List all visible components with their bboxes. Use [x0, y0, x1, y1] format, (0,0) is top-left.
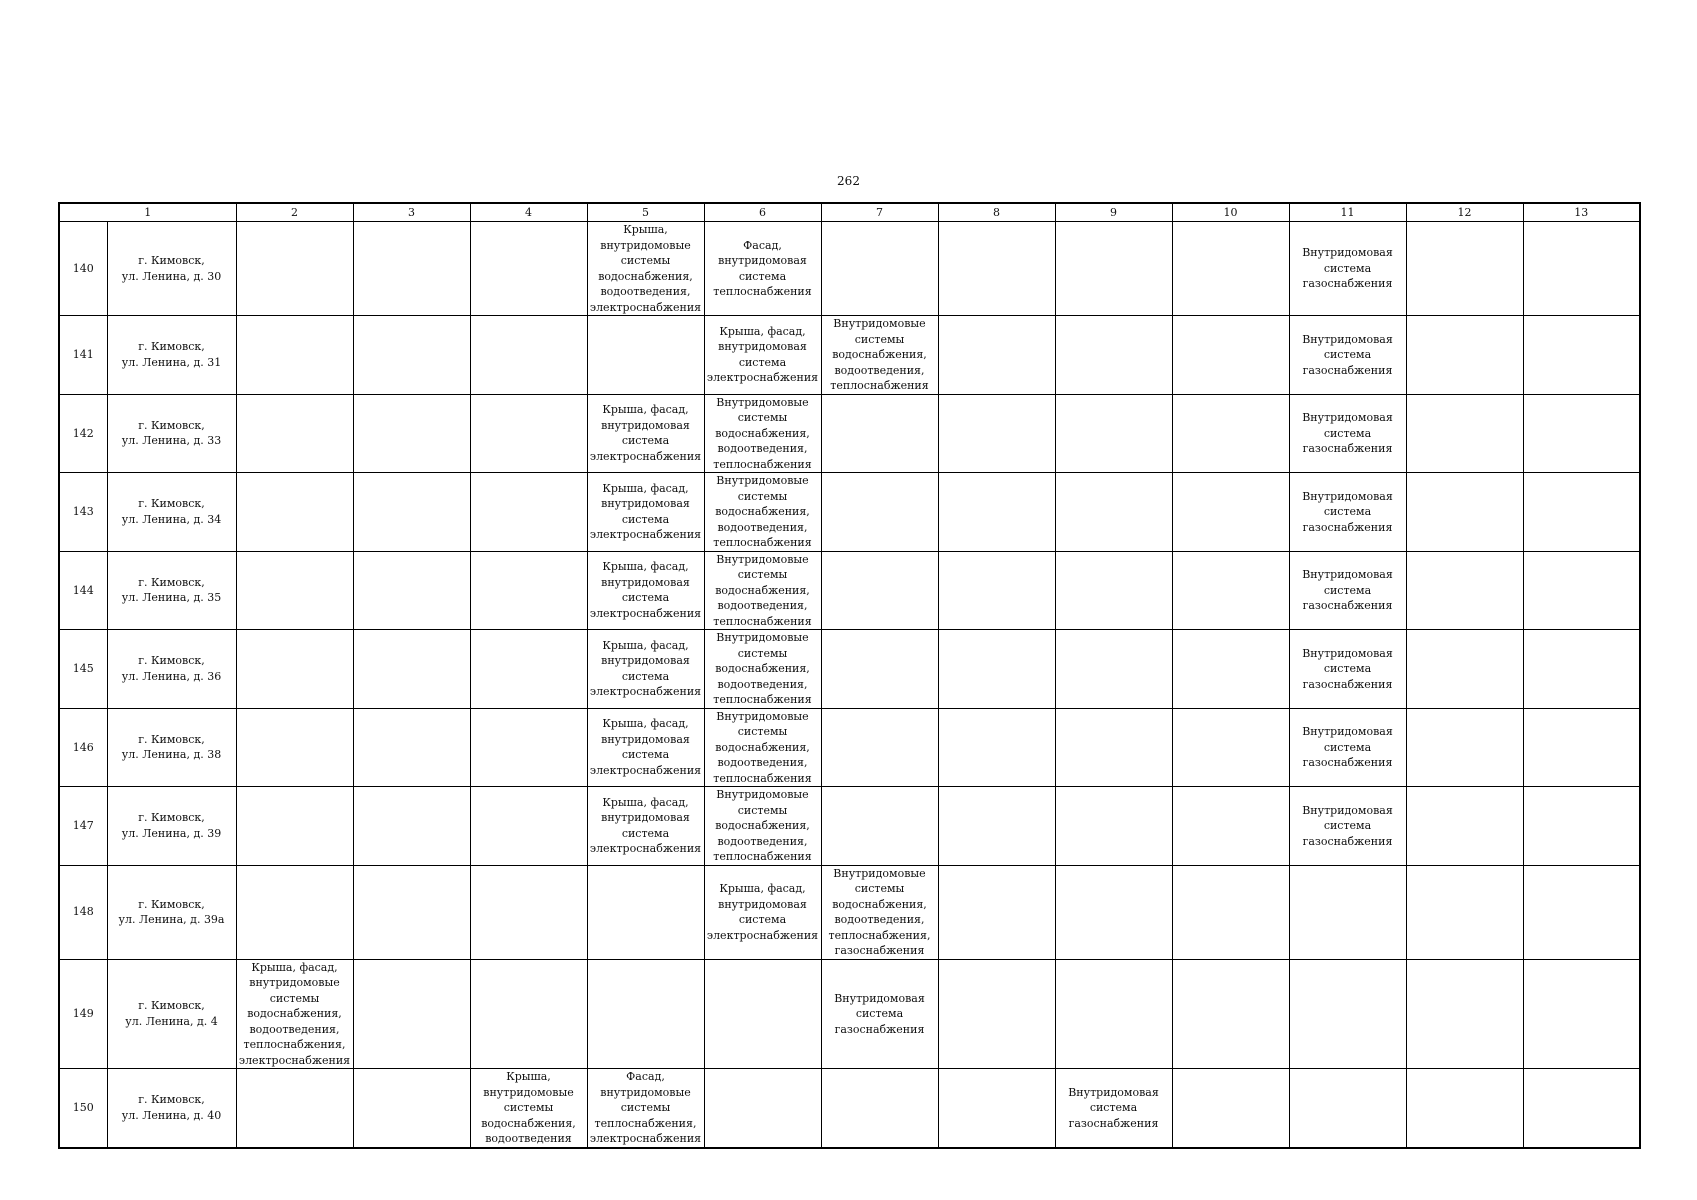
work-cell [353, 630, 470, 709]
work-cell: Внутридомовая система газоснабжения [1289, 787, 1406, 866]
work-cell [1055, 630, 1172, 709]
work-cell: Внутридомовые системы водоснабжения, водоотведения, теплоснабжения, газоснабжения [821, 865, 938, 959]
column-header: 7 [821, 203, 938, 222]
work-cell [1055, 473, 1172, 552]
work-cell [353, 473, 470, 552]
work-cell [1055, 394, 1172, 473]
work-cell [821, 551, 938, 630]
table-row [59, 316, 1640, 395]
work-cell [1172, 316, 1289, 395]
work-cell: Фасад, внутридомовая система теплоснабжения [704, 222, 821, 316]
work-cell [821, 630, 938, 709]
work-cell: Внутридомовые системы водоснабжения, водоотведения, теплоснабжения [704, 630, 821, 709]
work-cell [821, 394, 938, 473]
column-header: 13 [1523, 203, 1640, 222]
address-cell: г. Кимовск, ул. Ленина, д. 33 [107, 394, 236, 473]
work-cell [1406, 394, 1523, 473]
address-cell: г. Кимовск, ул. Ленина, д. 34 [107, 473, 236, 552]
work-cell [938, 865, 1055, 959]
work-cell [1523, 708, 1640, 787]
work-cell: Внутридомовая система газоснабжения [1289, 222, 1406, 316]
work-cell [1172, 787, 1289, 866]
address-cell: г. Кимовск, ул. Ленина, д. 39 [107, 787, 236, 866]
work-cell: Внутридомовые системы водоснабжения, водоотведения, теплоснабжения [704, 473, 821, 552]
work-cell [1523, 551, 1640, 630]
column-header: 5 [587, 203, 704, 222]
work-cell [1406, 1069, 1523, 1148]
table-row [59, 865, 1640, 959]
column-header: 9 [1055, 203, 1172, 222]
work-cell [821, 222, 938, 316]
work-cell [1172, 630, 1289, 709]
row-number: 150 [59, 1069, 107, 1148]
work-cell [938, 551, 1055, 630]
work-cell [938, 630, 1055, 709]
work-cell [821, 1069, 938, 1148]
table-row [59, 473, 1640, 552]
work-cell: Крыша, фасад, внутридомовая система электроснабжения [587, 473, 704, 552]
work-cell [1406, 222, 1523, 316]
work-cell [1172, 222, 1289, 316]
work-cell [236, 222, 353, 316]
work-cell [1172, 865, 1289, 959]
work-cell [1523, 630, 1640, 709]
work-cell: Крыша, фасад, внутридомовая система электроснабжения [704, 865, 821, 959]
work-cell [1406, 787, 1523, 866]
work-cell [1523, 394, 1640, 473]
column-header: 12 [1406, 203, 1523, 222]
work-cell [1523, 865, 1640, 959]
work-cell [236, 316, 353, 395]
address-cell: г. Кимовск, ул. Ленина, д. 39а [107, 865, 236, 959]
column-header: 6 [704, 203, 821, 222]
work-cell [1523, 316, 1640, 395]
work-cell [353, 1069, 470, 1148]
work-cell: Внутридомовые системы водоснабжения, водоотведения, теплоснабжения [704, 394, 821, 473]
column-header: 8 [938, 203, 1055, 222]
table-row [59, 708, 1640, 787]
work-cell [1406, 865, 1523, 959]
column-header: 10 [1172, 203, 1289, 222]
header-row [59, 203, 1640, 222]
work-cell [236, 865, 353, 959]
address-cell: г. Кимовск, ул. Ленина, д. 31 [107, 316, 236, 395]
column-header: 11 [1289, 203, 1406, 222]
address-cell: г. Кимовск, ул. Ленина, д. 4 [107, 959, 236, 1069]
work-cell [1523, 1069, 1640, 1148]
work-cell [236, 551, 353, 630]
work-cell [1172, 394, 1289, 473]
work-cell [1055, 316, 1172, 395]
work-cell [1406, 959, 1523, 1069]
table-row [59, 1069, 1640, 1148]
work-cell: Крыша, фасад, внутридомовая система электроснабжения [587, 787, 704, 866]
work-cell: Внутридомовая система газоснабжения [1289, 473, 1406, 552]
work-cell [236, 1069, 353, 1148]
table-row [59, 630, 1640, 709]
work-cell [236, 394, 353, 473]
work-cell: Крыша, фасад, внутридомовая система электроснабжения [587, 394, 704, 473]
address-cell: г. Кимовск, ул. Ленина, д. 35 [107, 551, 236, 630]
work-cell: Внутридомовая система газоснабжения [1289, 316, 1406, 395]
work-cell: Внутридомовая система газоснабжения [1289, 394, 1406, 473]
work-cell [938, 222, 1055, 316]
work-cell: Внутридомовые системы водоснабжения, водоотведения, теплоснабжения [704, 551, 821, 630]
work-cell [1172, 959, 1289, 1069]
work-cell [938, 1069, 1055, 1148]
work-cell: Крыша, фасад, внутридомовая система электроснабжения [587, 630, 704, 709]
work-cell [470, 630, 587, 709]
work-cell: Крыша, фасад, внутридомовая система электроснабжения [587, 708, 704, 787]
work-cell: Крыша, внутридомовые системы водоснабжения, водоотведения, электроснабжения [587, 222, 704, 316]
work-cell [821, 473, 938, 552]
work-cell: Внутридомовые системы водоснабжения, водоотведения, теплоснабжения [821, 316, 938, 395]
work-cell: Внутридомовая система газоснабжения [1289, 630, 1406, 709]
work-cell [938, 708, 1055, 787]
work-cell [938, 316, 1055, 395]
work-cell [236, 787, 353, 866]
address-cell: г. Кимовск, ул. Ленина, д. 40 [107, 1069, 236, 1148]
work-cell: Внутридомовая система газоснабжения [1289, 551, 1406, 630]
work-cell: Внутридомовые системы водоснабжения, водоотведения, теплоснабжения [704, 708, 821, 787]
row-number: 145 [59, 630, 107, 709]
work-cell [587, 959, 704, 1069]
work-cell [938, 787, 1055, 866]
page-number: 262 [837, 174, 860, 188]
work-cell [236, 630, 353, 709]
work-cell [353, 787, 470, 866]
work-cell [1289, 865, 1406, 959]
table-row [59, 787, 1640, 866]
work-cell [470, 473, 587, 552]
work-cell [587, 865, 704, 959]
work-cell [353, 316, 470, 395]
work-cell: Крыша, фасад, внутридомовая система электроснабжения [587, 551, 704, 630]
work-cell [353, 222, 470, 316]
work-cell [1406, 551, 1523, 630]
work-cell [938, 473, 1055, 552]
table-row [59, 959, 1640, 1069]
work-cell [1406, 630, 1523, 709]
work-cell [1523, 473, 1640, 552]
column-header: 2 [236, 203, 353, 222]
work-cell [1055, 959, 1172, 1069]
work-cell [470, 551, 587, 630]
work-cell [1055, 787, 1172, 866]
capital-repair-table [58, 202, 1641, 1149]
column-header: 1 [59, 203, 236, 222]
column-header: 3 [353, 203, 470, 222]
row-number: 141 [59, 316, 107, 395]
work-cell: Фасад, внутридомовые системы теплоснабжения, электроснабжения [587, 1069, 704, 1148]
work-cell [587, 316, 704, 395]
work-cell [353, 708, 470, 787]
work-cell: Внутридомовая система газоснабжения [1055, 1069, 1172, 1148]
work-cell: Крыша, фасад, внутридомовые системы водоснабжения, водоотведения, теплоснабжения, электроснабжения [236, 959, 353, 1069]
work-cell [353, 551, 470, 630]
row-number: 147 [59, 787, 107, 866]
work-cell [1406, 316, 1523, 395]
row-number: 148 [59, 865, 107, 959]
work-cell [353, 959, 470, 1069]
work-cell [470, 787, 587, 866]
work-cell: Внутридомовые системы водоснабжения, водоотведения, теплоснабжения [704, 787, 821, 866]
work-cell [1406, 708, 1523, 787]
work-cell [1172, 473, 1289, 552]
work-cell [1172, 551, 1289, 630]
work-cell [938, 959, 1055, 1069]
work-cell [704, 1069, 821, 1148]
work-cell [236, 473, 353, 552]
address-cell: г. Кимовск, ул. Ленина, д. 30 [107, 222, 236, 316]
work-cell [1055, 708, 1172, 787]
row-number: 140 [59, 222, 107, 316]
row-number: 143 [59, 473, 107, 552]
work-cell [236, 708, 353, 787]
work-cell [1523, 959, 1640, 1069]
work-cell [1523, 222, 1640, 316]
work-cell: Крыша, внутридомовые системы водоснабжения, водоотведения [470, 1069, 587, 1148]
row-number: 146 [59, 708, 107, 787]
work-cell [1055, 865, 1172, 959]
address-cell: г. Кимовск, ул. Ленина, д. 38 [107, 708, 236, 787]
work-cell [1523, 787, 1640, 866]
row-number: 142 [59, 394, 107, 473]
work-cell [470, 865, 587, 959]
work-cell [470, 959, 587, 1069]
work-cell: Внутридомовая система газоснабжения [1289, 708, 1406, 787]
work-cell [1055, 222, 1172, 316]
table-row [59, 551, 1640, 630]
work-cell [1406, 473, 1523, 552]
work-cell: Крыша, фасад, внутридомовая система электроснабжения [704, 316, 821, 395]
work-cell [1289, 1069, 1406, 1148]
work-cell [470, 708, 587, 787]
work-cell [1172, 708, 1289, 787]
work-cell [821, 787, 938, 866]
row-number: 144 [59, 551, 107, 630]
work-cell [1055, 551, 1172, 630]
work-cell [353, 394, 470, 473]
work-cell [470, 316, 587, 395]
work-cell [821, 708, 938, 787]
address-cell: г. Кимовск, ул. Ленина, д. 36 [107, 630, 236, 709]
work-cell [470, 394, 587, 473]
work-cell [1172, 1069, 1289, 1148]
work-cell: Внутридомовая система газоснабжения [821, 959, 938, 1069]
work-cell [938, 394, 1055, 473]
work-cell [704, 959, 821, 1069]
row-number: 149 [59, 959, 107, 1069]
table-body [59, 203, 1640, 1148]
work-cell [1289, 959, 1406, 1069]
column-header: 4 [470, 203, 587, 222]
work-cell [470, 222, 587, 316]
work-cell [353, 865, 470, 959]
table-row [59, 394, 1640, 473]
table-row [59, 222, 1640, 316]
